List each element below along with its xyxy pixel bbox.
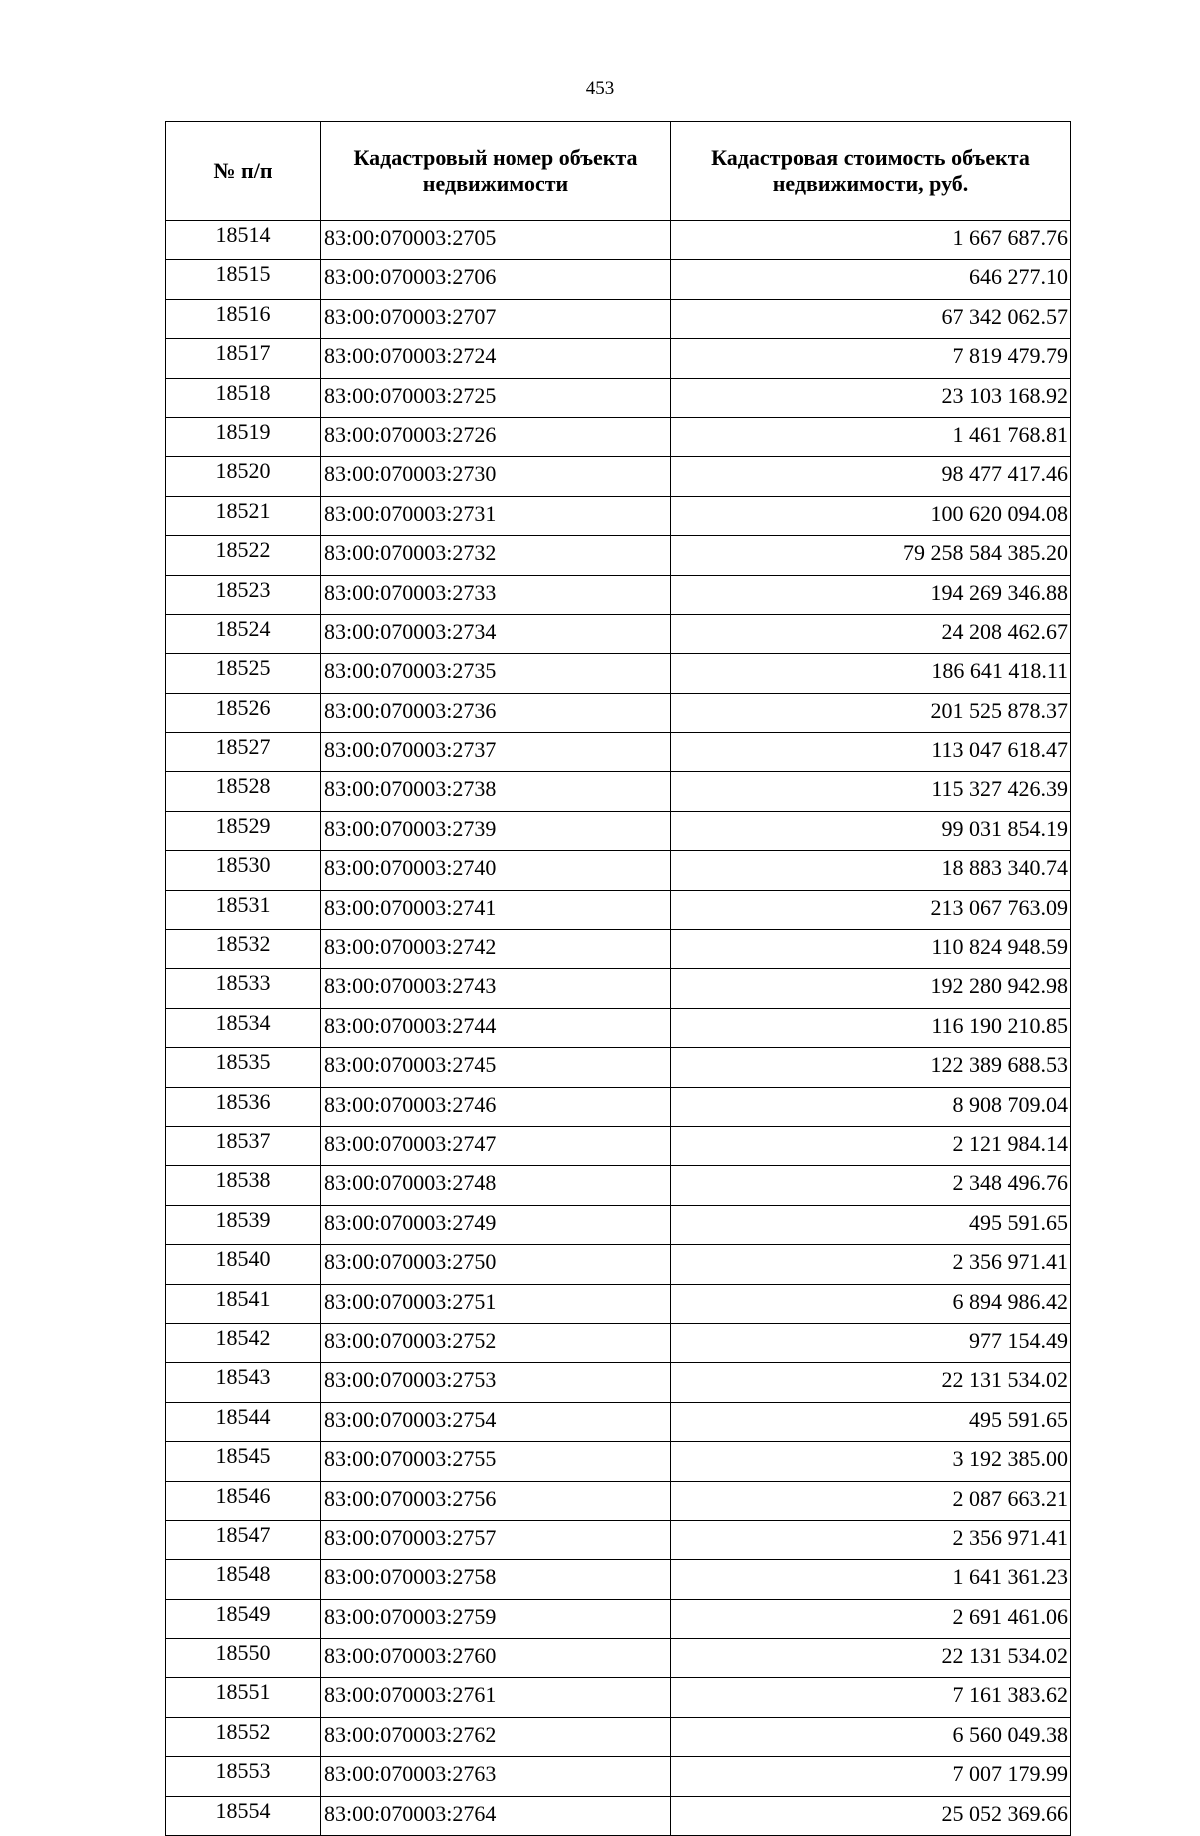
- cadastral-value-cell: 22 131 534.02: [671, 1363, 1071, 1402]
- table-row: [166, 1796, 1071, 1835]
- cadastral-number-cell: 83:00:070003:2763: [321, 1757, 671, 1796]
- cadastral-value-cell: 2 087 663.21: [671, 1481, 1071, 1520]
- cadastral-value-cell: 6 894 986.42: [671, 1284, 1071, 1323]
- row-number-cell: 18543: [166, 1363, 321, 1402]
- table-row: [166, 1481, 1071, 1520]
- table-row: [166, 1166, 1071, 1205]
- cadastral-value-cell: 1 667 687.76: [671, 221, 1071, 260]
- row-number-cell: 18529: [166, 811, 321, 850]
- page-number: 453: [585, 78, 615, 99]
- table-row: [166, 260, 1071, 299]
- cadastral-value-cell: 2 356 971.41: [671, 1245, 1071, 1284]
- table-row: [166, 1520, 1071, 1559]
- cadastral-number-cell: 83:00:070003:2733: [321, 575, 671, 614]
- row-number-cell: 18549: [166, 1599, 321, 1638]
- row-number-cell: 18542: [166, 1323, 321, 1362]
- cadastral-number-cell: 83:00:070003:2759: [321, 1599, 671, 1638]
- table-row: [166, 457, 1071, 496]
- cadastral-number-cell: 83:00:070003:2757: [321, 1520, 671, 1559]
- row-number-cell: 18515: [166, 260, 321, 299]
- cadastral-value-cell: 8 908 709.04: [671, 1087, 1071, 1126]
- cadastral-number-cell: 83:00:070003:2725: [321, 378, 671, 417]
- row-number-cell: 18535: [166, 1048, 321, 1087]
- cadastral-value-cell: 646 277.10: [671, 260, 1071, 299]
- cadastral-value-cell: 7 819 479.79: [671, 339, 1071, 378]
- row-number-cell: 18544: [166, 1402, 321, 1441]
- row-number-cell: 18518: [166, 378, 321, 417]
- cadastral-value-cell: 2 691 461.06: [671, 1599, 1071, 1638]
- cadastral-value-cell: 495 591.65: [671, 1205, 1071, 1244]
- cadastral-number-cell: 83:00:070003:2705: [321, 221, 671, 260]
- table-row: [166, 575, 1071, 614]
- cadastral-number-cell: 83:00:070003:2758: [321, 1560, 671, 1599]
- row-number-cell: 18524: [166, 614, 321, 653]
- cadastral-number-cell: 83:00:070003:2744: [321, 1008, 671, 1047]
- row-number-cell: 18548: [166, 1560, 321, 1599]
- table-row: [166, 1048, 1071, 1087]
- cadastral-number-cell: 83:00:070003:2740: [321, 851, 671, 890]
- table-row: [166, 1087, 1071, 1126]
- table-row: [166, 654, 1071, 693]
- row-number-cell: 18547: [166, 1520, 321, 1559]
- row-number-cell: 18527: [166, 733, 321, 772]
- header-cadastral-value: Кадастровая стоимость объекта недвижимости, руб.: [671, 122, 1071, 221]
- row-number-cell: 18537: [166, 1126, 321, 1165]
- cadastral-number-cell: 83:00:070003:2762: [321, 1717, 671, 1756]
- cadastral-number-cell: 83:00:070003:2745: [321, 1048, 671, 1087]
- row-number-cell: 18516: [166, 299, 321, 338]
- row-number-cell: 18520: [166, 457, 321, 496]
- cadastral-number-cell: 83:00:070003:2764: [321, 1796, 671, 1835]
- cadastral-value-cell: 23 103 168.92: [671, 378, 1071, 417]
- table-body: [166, 221, 1071, 1836]
- table-row: [166, 890, 1071, 929]
- cadastral-number-cell: 83:00:070003:2755: [321, 1442, 671, 1481]
- cadastral-number-cell: 83:00:070003:2748: [321, 1166, 671, 1205]
- cadastral-number-cell: 83:00:070003:2726: [321, 417, 671, 456]
- cadastral-value-cell: 192 280 942.98: [671, 969, 1071, 1008]
- cadastral-number-cell: 83:00:070003:2734: [321, 614, 671, 653]
- cadastral-value-cell: 7 161 383.62: [671, 1678, 1071, 1717]
- table-row: [166, 693, 1071, 732]
- cadastral-value-cell: 7 007 179.99: [671, 1757, 1071, 1796]
- row-number-cell: 18546: [166, 1481, 321, 1520]
- row-number-cell: 18550: [166, 1639, 321, 1678]
- cadastral-number-cell: 83:00:070003:2738: [321, 772, 671, 811]
- header-cadastral-number: Кадастровый номер объекта недвижимости: [321, 122, 671, 221]
- table-row: [166, 772, 1071, 811]
- table-row: [166, 1126, 1071, 1165]
- table-row: [166, 1323, 1071, 1362]
- table-row: [166, 1678, 1071, 1717]
- cadastral-number-cell: 83:00:070003:2732: [321, 536, 671, 575]
- table-row: [166, 969, 1071, 1008]
- table-row: [166, 1363, 1071, 1402]
- table-row: [166, 930, 1071, 969]
- table-row: [166, 1757, 1071, 1796]
- cadastral-value-cell: 24 208 462.67: [671, 614, 1071, 653]
- cadastral-value-cell: 67 342 062.57: [671, 299, 1071, 338]
- row-number-cell: 18519: [166, 417, 321, 456]
- row-number-cell: 18536: [166, 1087, 321, 1126]
- row-number-cell: 18552: [166, 1717, 321, 1756]
- cadastral-value-cell: 186 641 418.11: [671, 654, 1071, 693]
- cadastral-number-cell: 83:00:070003:2752: [321, 1323, 671, 1362]
- row-number-cell: 18531: [166, 890, 321, 929]
- cadastral-number-cell: 83:00:070003:2746: [321, 1087, 671, 1126]
- cadastral-value-cell: 98 477 417.46: [671, 457, 1071, 496]
- cadastral-number-cell: 83:00:070003:2756: [321, 1481, 671, 1520]
- cadastral-number-cell: 83:00:070003:2747: [321, 1126, 671, 1165]
- cadastral-number-cell: 83:00:070003:2737: [321, 733, 671, 772]
- cadastral-value-cell: 2 121 984.14: [671, 1126, 1071, 1165]
- cadastral-value-cell: 977 154.49: [671, 1323, 1071, 1362]
- table-row: [166, 1008, 1071, 1047]
- cadastral-number-cell: 83:00:070003:2753: [321, 1363, 671, 1402]
- row-number-cell: 18528: [166, 772, 321, 811]
- row-number-cell: 18540: [166, 1245, 321, 1284]
- cadastral-value-cell: 6 560 049.38: [671, 1717, 1071, 1756]
- cadastral-number-cell: 83:00:070003:2751: [321, 1284, 671, 1323]
- table-row: [166, 1245, 1071, 1284]
- row-number-cell: 18554: [166, 1796, 321, 1835]
- table-row: [166, 1205, 1071, 1244]
- cadastral-number-cell: 83:00:070003:2750: [321, 1245, 671, 1284]
- cadastral-number-cell: 83:00:070003:2706: [321, 260, 671, 299]
- cadastral-number-cell: 83:00:070003:2735: [321, 654, 671, 693]
- row-number-cell: 18534: [166, 1008, 321, 1047]
- cadastral-value-cell: 25 052 369.66: [671, 1796, 1071, 1835]
- cadastral-value-cell: 213 067 763.09: [671, 890, 1071, 929]
- row-number-cell: 18525: [166, 654, 321, 693]
- cadastral-value-cell: 194 269 346.88: [671, 575, 1071, 614]
- cadastral-value-cell: 79 258 584 385.20: [671, 536, 1071, 575]
- table-row: [166, 733, 1071, 772]
- cadastral-value-cell: 2 348 496.76: [671, 1166, 1071, 1205]
- cadastral-number-cell: 83:00:070003:2739: [321, 811, 671, 850]
- cadastral-number-cell: 83:00:070003:2760: [321, 1639, 671, 1678]
- row-number-cell: 18530: [166, 851, 321, 890]
- cadastral-number-cell: 83:00:070003:2749: [321, 1205, 671, 1244]
- row-number-cell: 18553: [166, 1757, 321, 1796]
- table-row: [166, 1560, 1071, 1599]
- cadastral-number-cell: 83:00:070003:2724: [321, 339, 671, 378]
- cadastral-number-cell: 83:00:070003:2731: [321, 496, 671, 535]
- row-number-cell: 18539: [166, 1205, 321, 1244]
- row-number-cell: 18517: [166, 339, 321, 378]
- cadastral-number-cell: 83:00:070003:2741: [321, 890, 671, 929]
- cadastral-number-cell: 83:00:070003:2742: [321, 930, 671, 969]
- row-number-cell: 18514: [166, 221, 321, 260]
- cadastral-number-cell: 83:00:070003:2736: [321, 693, 671, 732]
- cadastral-value-cell: 2 356 971.41: [671, 1520, 1071, 1559]
- cadastral-value-cell: 100 620 094.08: [671, 496, 1071, 535]
- cadastral-value-cell: 1 461 768.81: [671, 417, 1071, 456]
- cadastral-value-cell: 3 192 385.00: [671, 1442, 1071, 1481]
- table-header: [166, 122, 1071, 221]
- cadastral-number-cell: 83:00:070003:2707: [321, 299, 671, 338]
- table-row: [166, 1284, 1071, 1323]
- cadastral-value-cell: 99 031 854.19: [671, 811, 1071, 850]
- table-row: [166, 339, 1071, 378]
- table-row: [166, 378, 1071, 417]
- table-row: [166, 614, 1071, 653]
- row-number-cell: 18522: [166, 536, 321, 575]
- table-row: [166, 1639, 1071, 1678]
- cadastral-value-table: [165, 121, 1071, 1836]
- table-row: [166, 1442, 1071, 1481]
- row-number-cell: 18541: [166, 1284, 321, 1323]
- table-row: [166, 1717, 1071, 1756]
- header-row-number: № п/п: [166, 122, 321, 221]
- table-header-row: [166, 122, 1071, 221]
- row-number-cell: 18532: [166, 930, 321, 969]
- cadastral-value-cell: 113 047 618.47: [671, 733, 1071, 772]
- table-row: [166, 851, 1071, 890]
- table-row: [166, 417, 1071, 456]
- row-number-cell: 18521: [166, 496, 321, 535]
- cadastral-number-cell: 83:00:070003:2743: [321, 969, 671, 1008]
- cadastral-value-cell: 1 641 361.23: [671, 1560, 1071, 1599]
- row-number-cell: 18551: [166, 1678, 321, 1717]
- cadastral-value-cell: 116 190 210.85: [671, 1008, 1071, 1047]
- cadastral-value-cell: 22 131 534.02: [671, 1639, 1071, 1678]
- cadastral-value-cell: 110 824 948.59: [671, 930, 1071, 969]
- cadastral-value-cell: 115 327 426.39: [671, 772, 1071, 811]
- table-row: [166, 496, 1071, 535]
- table-row: [166, 811, 1071, 850]
- table-row: [166, 221, 1071, 260]
- table-row: [166, 1599, 1071, 1638]
- cadastral-number-cell: 83:00:070003:2761: [321, 1678, 671, 1717]
- cadastral-value-cell: 201 525 878.37: [671, 693, 1071, 732]
- row-number-cell: 18526: [166, 693, 321, 732]
- cadastral-number-cell: 83:00:070003:2730: [321, 457, 671, 496]
- row-number-cell: 18523: [166, 575, 321, 614]
- table-row: [166, 299, 1071, 338]
- cadastral-value-cell: 122 389 688.53: [671, 1048, 1071, 1087]
- table-row: [166, 536, 1071, 575]
- row-number-cell: 18545: [166, 1442, 321, 1481]
- table-row: [166, 1402, 1071, 1441]
- row-number-cell: 18538: [166, 1166, 321, 1205]
- row-number-cell: 18533: [166, 969, 321, 1008]
- cadastral-value-cell: 495 591.65: [671, 1402, 1071, 1441]
- cadastral-value-cell: 18 883 340.74: [671, 851, 1071, 890]
- cadastral-number-cell: 83:00:070003:2754: [321, 1402, 671, 1441]
